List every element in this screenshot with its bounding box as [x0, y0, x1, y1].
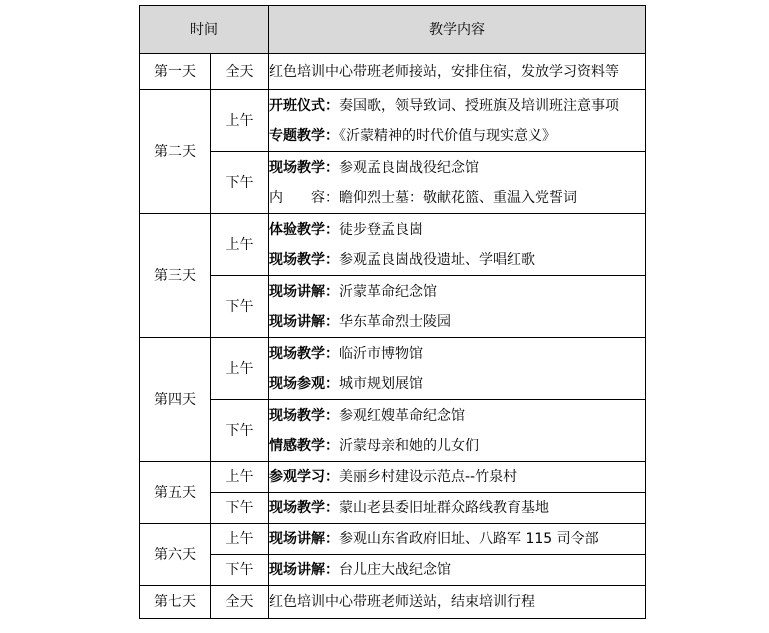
content-cell	[269, 152, 646, 214]
content-cell	[269, 586, 646, 619]
day-label: 第六天	[140, 524, 211, 586]
content-cell	[269, 90, 646, 152]
day-label: 第五天	[140, 462, 211, 524]
content-text: 美丽乡村建设示范点--竹泉村	[339, 469, 518, 485]
content-cell	[269, 524, 646, 555]
content-text: 沂蒙母亲和她的儿女们	[339, 437, 479, 454]
content-label: 现场教学：	[269, 407, 339, 424]
period-label: 下午	[211, 152, 269, 214]
period-label: 下午	[211, 276, 269, 338]
content-line	[269, 153, 645, 183]
content-label: 参观学习：	[269, 469, 339, 485]
day-label: 第一天	[140, 54, 211, 90]
content-label: 现场讲解：	[269, 313, 339, 330]
table-row	[140, 493, 646, 524]
content-line	[269, 307, 645, 337]
content-text: 参观红嫂革命纪念馆	[339, 407, 465, 424]
content-line	[269, 587, 645, 617]
content-label: 现场教学：	[269, 159, 339, 176]
content-line	[269, 245, 645, 275]
content-text: 奏国歌，领导致词、授班旗及培训班注意事项	[339, 97, 619, 114]
content-label: 现场讲解：	[269, 531, 339, 547]
content-text: 台儿庄大战纪念馆	[339, 562, 451, 578]
table-row	[140, 152, 646, 214]
content-line	[269, 183, 645, 213]
content-line	[269, 555, 645, 585]
content-label: 现场教学：	[269, 345, 339, 362]
content-label-second-part: 容：	[311, 189, 339, 206]
table-row	[140, 54, 646, 90]
schedule-table	[139, 5, 646, 619]
day-label: 第七天	[140, 586, 211, 619]
content-text: 参观山东省政府旧址、八路军 115 司令部	[339, 531, 599, 547]
content-text: 蒙山老县委旧址群众路线教育基地	[339, 500, 549, 516]
content-label: 现场教学：	[269, 251, 339, 268]
table-header-row	[140, 6, 646, 54]
content-line	[269, 91, 645, 121]
content-label: 情感教学：	[269, 437, 339, 454]
table-row	[140, 524, 646, 555]
content-text: 沂蒙革命纪念馆	[339, 283, 437, 300]
content-line	[269, 339, 645, 369]
content-label: 现场教学：	[269, 500, 339, 516]
content-cell	[269, 276, 646, 338]
content-line	[269, 401, 645, 431]
content-text: 红色培训中心带班老师送站，结束培训行程	[269, 594, 535, 610]
content-cell	[269, 54, 646, 90]
content-text: 华东革命烈士陵园	[339, 313, 451, 330]
period-label: 上午	[211, 462, 269, 493]
table-row	[140, 586, 646, 619]
period-label: 上午	[211, 90, 269, 152]
content-cell	[269, 338, 646, 400]
content-line	[269, 431, 645, 461]
table-row	[140, 462, 646, 493]
period-label: 上午	[211, 524, 269, 555]
period-label: 全天	[211, 586, 269, 619]
content-line	[269, 215, 645, 245]
content-line	[269, 121, 645, 151]
content-line	[269, 462, 645, 492]
period-label: 下午	[211, 400, 269, 462]
content-line	[269, 493, 645, 523]
content-cell	[269, 555, 646, 586]
period-label: 下午	[211, 493, 269, 524]
period-label: 全天	[211, 54, 269, 90]
day-label: 第二天	[140, 90, 211, 214]
table-row	[140, 400, 646, 462]
content-line	[269, 277, 645, 307]
content-line	[269, 57, 645, 87]
content-text: 临沂市博物馆	[339, 345, 423, 362]
content-text: 城市规划展馆	[339, 375, 423, 392]
content-text: 《沂蒙精神的时代价值与现实意义》	[339, 127, 556, 144]
content-line	[269, 524, 645, 554]
table-row	[140, 90, 646, 152]
content-label: 现场参观：	[269, 375, 339, 392]
header-time: 时间	[140, 6, 269, 54]
period-label: 下午	[211, 555, 269, 586]
content-text: 参观孟良崮战役遗址、学唱红歌	[339, 251, 535, 268]
content-text: 红色培训中心带班老师接站，安排住宿，发放学习资料等	[269, 63, 619, 80]
period-label: 上午	[211, 338, 269, 400]
content-cell	[269, 214, 646, 276]
content-cell	[269, 400, 646, 462]
content-text: 瞻仰烈士墓：敬献花篮、重温入党誓词	[339, 189, 577, 206]
day-label: 第四天	[140, 338, 211, 462]
table-row	[140, 276, 646, 338]
table-row	[140, 214, 646, 276]
content-text: 参观孟良崮战役纪念馆	[339, 159, 479, 176]
period-label: 上午	[211, 214, 269, 276]
content-cell	[269, 462, 646, 493]
content-cell	[269, 493, 646, 524]
table-row	[140, 338, 646, 400]
day-label: 第三天	[140, 214, 211, 338]
content-label: 现场讲解：	[269, 283, 339, 300]
content-line	[269, 369, 645, 399]
header-content: 教学内容	[269, 6, 646, 54]
table-row	[140, 555, 646, 586]
content-label: 现场讲解：	[269, 562, 339, 578]
content-text: 徒步登孟良崮	[339, 221, 423, 238]
content-label: 体验教学：	[269, 221, 339, 238]
content-label: 专题教学：	[269, 127, 339, 144]
content-label-first-char: 内	[269, 189, 283, 206]
content-label: 开班仪式：	[269, 97, 339, 114]
